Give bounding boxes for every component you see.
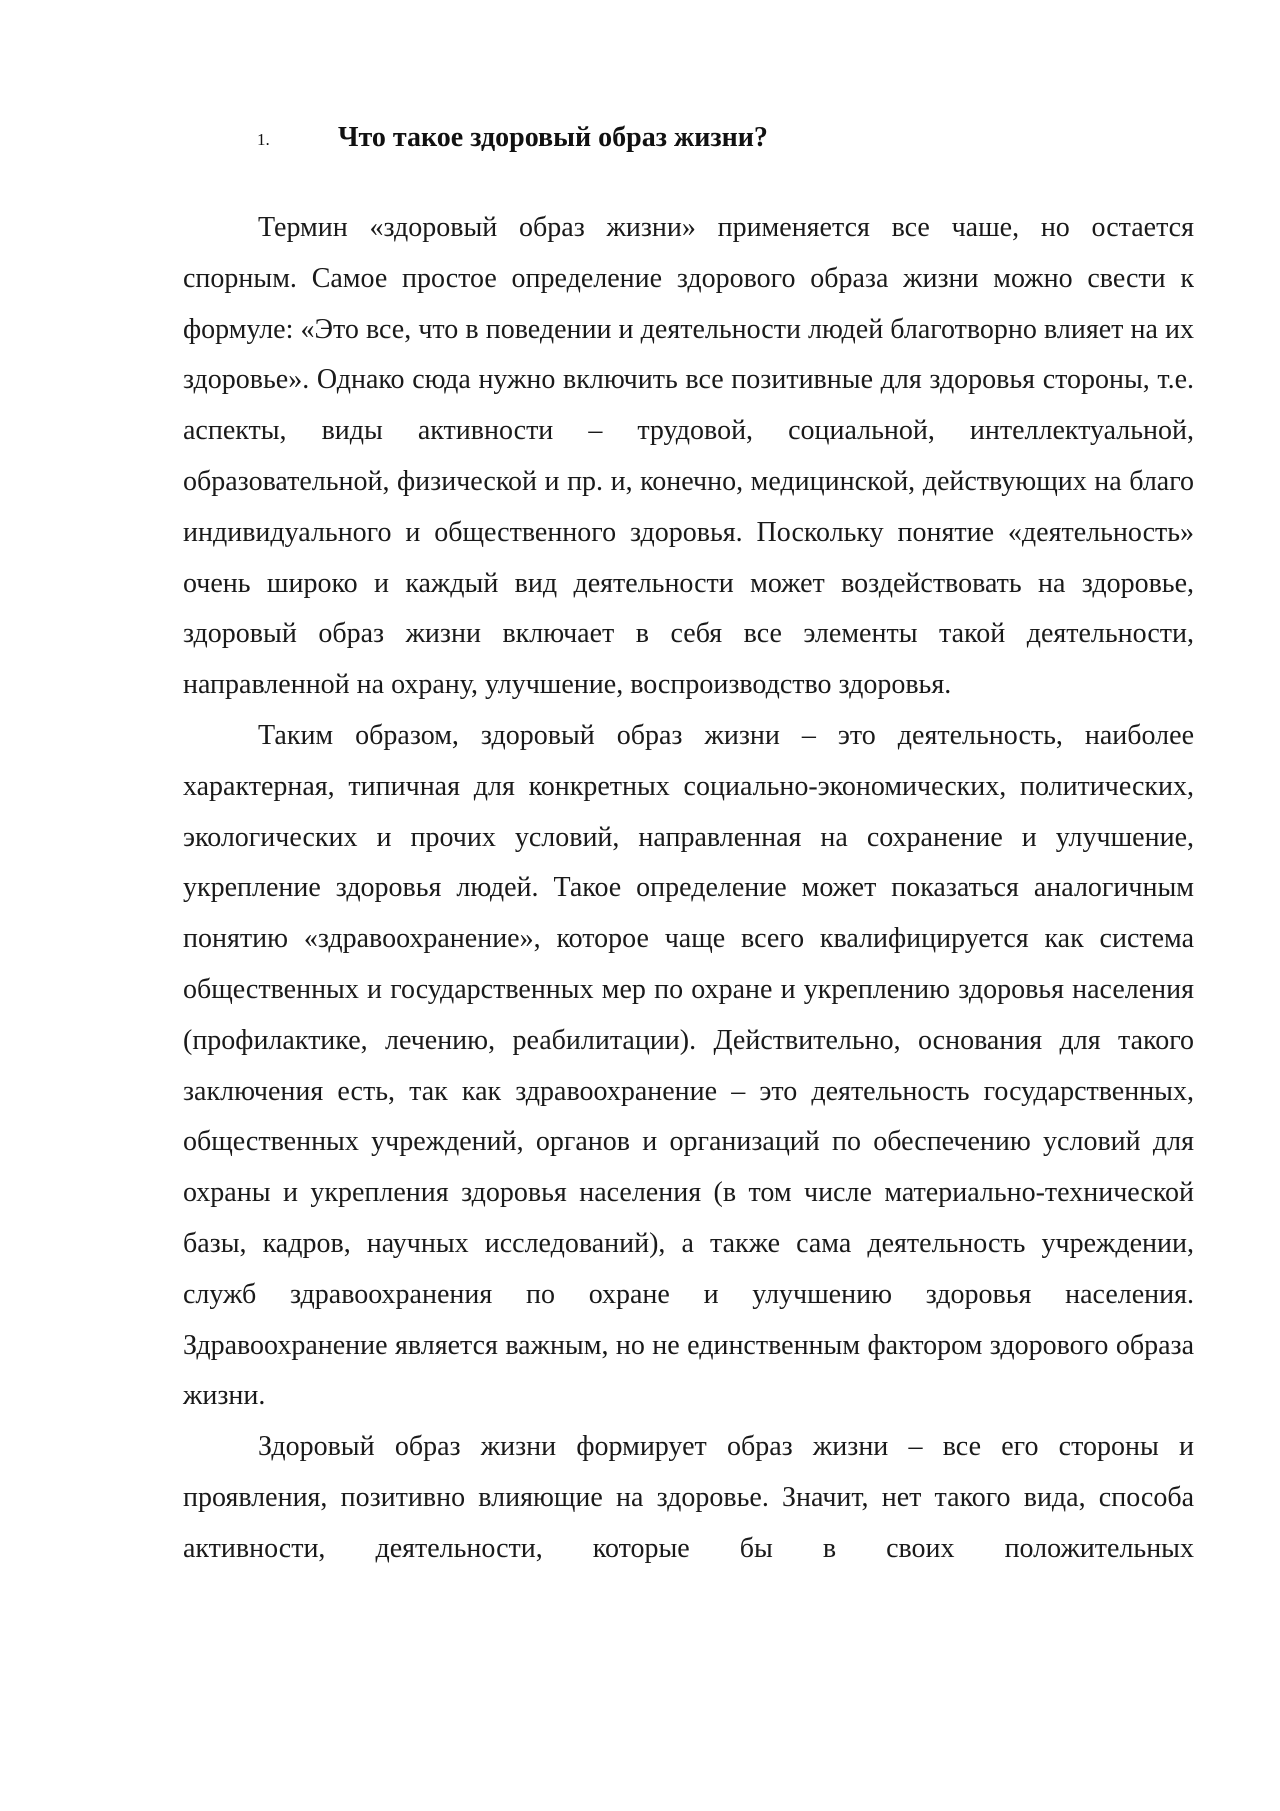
heading-title: Что такое здоровый образ жизни? bbox=[338, 122, 768, 153]
section-heading bbox=[257, 118, 1197, 158]
body-text bbox=[183, 203, 1194, 1575]
paragraph-3: Здоровый образ жизни формирует образ жизни – все его стороны и проявления, позитивно влияющие на здоровье. Значит, нет такого вида, способа активности, деятельности, которые бы в своих положительных bbox=[183, 1431, 1194, 1564]
paragraph-1: Термин «здоровый образ жизни» применяется все чаше, но остается спорным. Самое простое определение здорового образа жизни можно свести к формуле: «Это все, что в поведении и деятельности людей благотворно влияет на их здоровье». Однако сюда нужно включить все позитивные для здоровья стороны, т.е. аспекты, виды активности – трудовой, социальной, интеллектуальной, образовательной, физической и пр. и, конечно, медицинской, действующих на благо индивидуального и общественного здоровья. Поскольку понятие «деятельность» очень широко и каждый вид деятельности может воздействовать на здоровье, здоровый образ жизни включает в себя все элементы такой деятельности, направленной на охрану, улучшение, воспроизводство здоровья. bbox=[183, 212, 1194, 701]
paragraph-2: Таким образом, здоровый образ жизни – это деятельность, наиболее характерная, типичная для конкретных социально-экономических, политических, экологических и прочих условий, направленная на сохранение и улучшение, укрепление здоровья людей. Такое определение может показаться аналогичным понятию «здравоохранение», которое чаще всего квалифицируется как система общественных и государственных мер по охране и укреплению здоровья населения (профилактике, лечению, реабилитации). Действительно, основания для такого заключения есть, так как здравоохранение – это деятельность государственных, общественных учреждений, органов и организаций по обеспечению условий для охраны и укрепления здоровья населения (в том числе материально-технической базы, кадров, научных исследований), а также сама деятельность учреждении, служб здравоохранения по охране и улучшению здоровья населения. Здравоохранение является важным, но не единственным фактором здорового образа жизни. bbox=[183, 719, 1194, 1412]
heading-number: 1. bbox=[257, 130, 270, 149]
